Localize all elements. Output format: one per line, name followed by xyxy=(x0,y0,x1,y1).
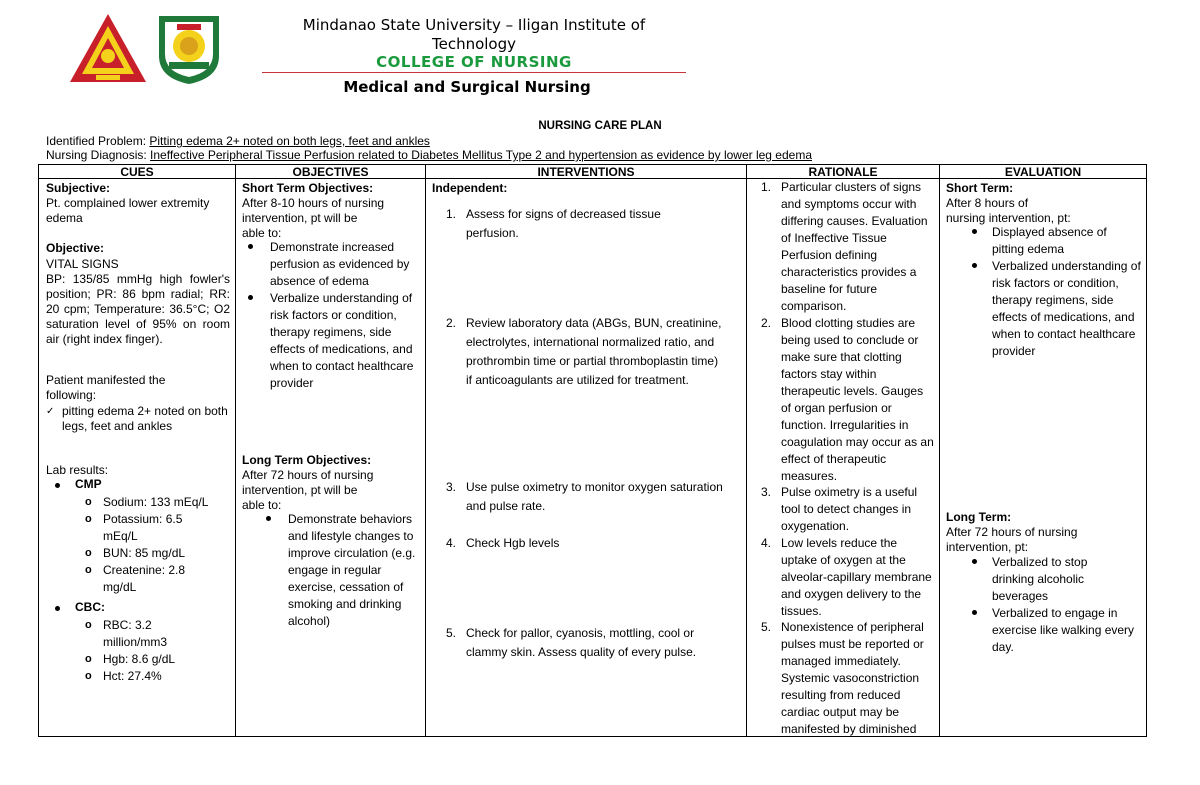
interventions-cell xyxy=(426,179,747,737)
bullet-icon xyxy=(972,559,977,564)
col-header-interventions: INTERVENTIONS xyxy=(426,165,747,179)
rationale-item xyxy=(761,619,936,736)
bullet-icon xyxy=(266,516,271,521)
long-objective-text: Demonstrate behaviors and lifestyle changes to improve circulation (e.g. engage in regular exercise, cessation of smoking and drinking alcohol) xyxy=(288,512,416,628)
circle-bullet-icon: o xyxy=(85,513,92,525)
intervention-number: 4. xyxy=(446,536,457,550)
cbc-item xyxy=(85,651,223,668)
long-eval-text: Verbalized to stop drinking alcoholic beverages xyxy=(992,555,1088,603)
objectives-cell xyxy=(236,179,426,737)
rationale-text: Nonexistence of peripheral pulses must be reported or managed immediately. Systemic vasoconstriction resulting from reduced cardiac output may be manifested by diminished xyxy=(781,620,924,736)
short-eval-item xyxy=(992,224,1137,258)
circle-bullet-icon: o xyxy=(85,619,92,631)
bullet-icon xyxy=(248,295,253,300)
cmp-item xyxy=(85,545,223,562)
short-term-eval-intro2: nursing intervention, pt: xyxy=(946,211,1071,225)
lab-results-label: Lab results: xyxy=(46,463,109,477)
cbc-label-text: CBC: xyxy=(75,600,105,614)
bullet-icon xyxy=(972,229,977,234)
cbc-item-text: Hgb: 8.6 g/dL xyxy=(103,652,176,666)
nursing-diagnosis xyxy=(46,148,812,162)
short-term-objectives-label: Short Term Objectives: xyxy=(242,181,374,195)
cmp-label-text: CMP xyxy=(75,477,102,491)
long-term-objectives-label: Long Term Objectives: xyxy=(242,453,372,467)
evaluation-cell xyxy=(940,179,1147,737)
manifest-item-text: pitting edema 2+ noted on both legs, feet and ankles xyxy=(62,404,228,433)
identified-problem-value: Pitting edema 2+ noted on both legs, feet and ankles xyxy=(149,134,430,148)
short-objective-item xyxy=(270,239,415,290)
cbc-item xyxy=(85,617,193,651)
rationale-number: 4. xyxy=(761,536,772,550)
col-header-cues: CUES xyxy=(39,165,236,179)
bullet-icon xyxy=(55,483,60,488)
bullet-icon xyxy=(55,606,60,611)
objective-label: Objective: xyxy=(46,241,105,255)
checkmark-icon: ✓ xyxy=(46,406,55,417)
manifest-item xyxy=(46,404,232,434)
university-name-line2: Technology xyxy=(431,35,517,53)
header-divider xyxy=(262,72,686,73)
bullet-icon xyxy=(972,610,977,615)
manifest-intro: Patient manifested the following: xyxy=(46,373,166,402)
long-eval-text: Verbalized to engage in exercise like walking every day. xyxy=(992,606,1135,654)
short-objective-item xyxy=(270,290,415,392)
cbc-label xyxy=(75,600,105,615)
long-eval-item xyxy=(992,554,1122,605)
rationale-number: 3. xyxy=(761,485,772,499)
circle-bullet-icon: o xyxy=(85,670,92,682)
circle-bullet-icon: o xyxy=(85,547,92,559)
cmp-item-text: BUN: 85 mg/dL xyxy=(103,546,186,560)
rationale-number: 2. xyxy=(761,316,772,330)
cbc-item-text: RBC: 3.2 million/mm3 xyxy=(103,618,168,649)
intervention-item xyxy=(446,534,726,553)
intervention-number: 3. xyxy=(446,480,457,494)
intervention-item xyxy=(446,624,726,662)
intervention-text: Assess for signs of decreased tissue perfusion. xyxy=(466,207,661,240)
short-eval-item xyxy=(992,258,1142,360)
rationale-cell xyxy=(747,179,940,737)
college-name: COLLEGE OF NURSING xyxy=(376,53,572,71)
intervention-text: Check for pallor, cyanosis, mottling, cool or clammy skin. Assess quality of every pulse. xyxy=(466,626,697,659)
rationale-number: 1. xyxy=(761,180,772,194)
long-term-able-to: able to: xyxy=(242,498,282,512)
cmp-item-text: Potassium: 6.5 mEq/L xyxy=(103,512,183,543)
cmp-item-text: Sodium: 133 mEq/L xyxy=(103,495,209,509)
identified-problem-label: Identified Problem: xyxy=(46,134,150,148)
cues-cell xyxy=(39,179,236,737)
rationale-text: Blood clotting studies are being used to conclude or make sure that clotting factors stay within therapeutic levels. Gauges of organ perfusion or function. Irregularities in coagulation may occur as an effect of therapeutic measures. xyxy=(781,316,934,483)
nursing-diagnosis-value: Ineffective Peripheral Tissue Perfusion related to Diabetes Mellitus Type 2 and hypertension as evidence by lower leg edema xyxy=(150,148,812,162)
col-header-objectives: OBJECTIVES xyxy=(236,165,426,179)
university-name-line1: Mindanao State University – Iligan Institute of xyxy=(302,16,646,34)
care-plan-table xyxy=(38,164,1147,737)
subjective-label: Subjective: xyxy=(46,181,111,195)
subjective-text: Pt. complained lower extremity edema xyxy=(46,196,210,225)
rationale-item xyxy=(761,535,936,620)
intervention-number: 5. xyxy=(446,626,457,640)
cmp-label xyxy=(75,477,102,492)
intervention-text: Use pulse oximetry to monitor oxygen saturation and pulse rate. xyxy=(466,480,723,513)
cmp-item-text: Createnine: 2.8 mg/dL xyxy=(103,563,186,594)
long-term-eval-intro: After 72 hours of nursing intervention, pt: xyxy=(946,525,1078,554)
short-term-able-to: able to: xyxy=(242,226,282,240)
msu-iit-logo xyxy=(68,12,148,86)
short-objective-text: Verbalize understanding of risk factors or condition, therapy regimens, side effects of medications, and when to contact healthcare provider xyxy=(270,291,414,390)
col-header-rationale: RATIONALE xyxy=(747,165,940,179)
cbc-item-text: Hct: 27.4% xyxy=(103,669,162,683)
intervention-number: 2. xyxy=(446,316,457,330)
rationale-item xyxy=(761,179,936,315)
rationale-number: 5. xyxy=(761,620,772,634)
cbc-item xyxy=(85,668,223,685)
circle-bullet-icon: o xyxy=(85,496,92,508)
long-term-eval-label: Long Term: xyxy=(946,510,1012,524)
short-term-eval-intro1: After 8 hours of xyxy=(946,196,1029,210)
short-term-eval-label: Short Term: xyxy=(946,181,1014,195)
college-of-nursing-seal xyxy=(155,12,223,86)
circle-bullet-icon: o xyxy=(85,653,92,665)
rationale-text: Pulse oximetry is a useful tool to detect changes in oxygenation. xyxy=(781,485,918,533)
rationale-item xyxy=(761,484,936,535)
short-objective-text: Demonstrate increased perfusion as evidenced by absence of edema xyxy=(270,240,410,288)
long-eval-item xyxy=(992,605,1137,656)
bullet-icon xyxy=(972,263,977,268)
identified-problem xyxy=(46,134,430,148)
short-eval-text: Displayed absence of pitting edema xyxy=(992,225,1107,256)
plan-title: NURSING CARE PLAN xyxy=(538,120,662,132)
cmp-item xyxy=(85,494,223,511)
intervention-item xyxy=(446,478,726,516)
long-objective-item xyxy=(288,511,418,630)
table-body-row xyxy=(39,179,1147,737)
cmp-item xyxy=(85,562,203,596)
nursing-diagnosis-label: Nursing Diagnosis: xyxy=(46,148,151,162)
intervention-item xyxy=(446,205,716,243)
intervention-text: Check Hgb levels xyxy=(466,536,560,550)
circle-bullet-icon: o xyxy=(85,564,92,576)
intervention-item xyxy=(446,314,726,390)
intervention-text: Review laboratory data (ABGs, BUN, creatinine, electrolytes, international normalized ratio, and prothrombin time or partial thromboplastin time) if anticoagulants are utilized for treatment. xyxy=(466,316,722,387)
department-title: Medical and Surgical Nursing xyxy=(343,78,591,96)
independent-label: Independent: xyxy=(432,181,508,195)
bullet-icon xyxy=(248,244,253,249)
cmp-item xyxy=(85,511,203,545)
long-term-objectives-intro: After 72 hours of nursing intervention, pt will be xyxy=(242,468,374,497)
short-term-objectives-intro: After 8-10 hours of nursing intervention, pt will be xyxy=(242,196,385,225)
vital-signs-label: VITAL SIGNS xyxy=(46,257,119,271)
intervention-number: 1. xyxy=(446,207,457,221)
col-header-evaluation: EVALUATION xyxy=(940,165,1147,179)
table-header-row xyxy=(39,165,1147,179)
vitals-text: BP: 135/85 mmHg high fowler's position; PR: 86 bpm radial; RR: 20 cpm; Temperature: 36.5°C; O2 saturation level of 95% on room air (right index finger). xyxy=(46,272,230,346)
short-eval-text: Verbalized understanding of risk factors or condition, therapy regimens, side effects of medications, and when to contact healthcare provider xyxy=(992,259,1141,358)
rationale-text: Low levels reduce the uptake of oxygen at the alveolar-capillary membrane and oxygen delivery to the tissues. xyxy=(781,536,932,618)
rationale-text: Particular clusters of signs and symptoms occur with differing causes. Evaluation of Ineffective Tissue Perfusion defining characteristics provides a baseline for future comparison. xyxy=(781,180,928,313)
rationale-item xyxy=(761,315,936,485)
